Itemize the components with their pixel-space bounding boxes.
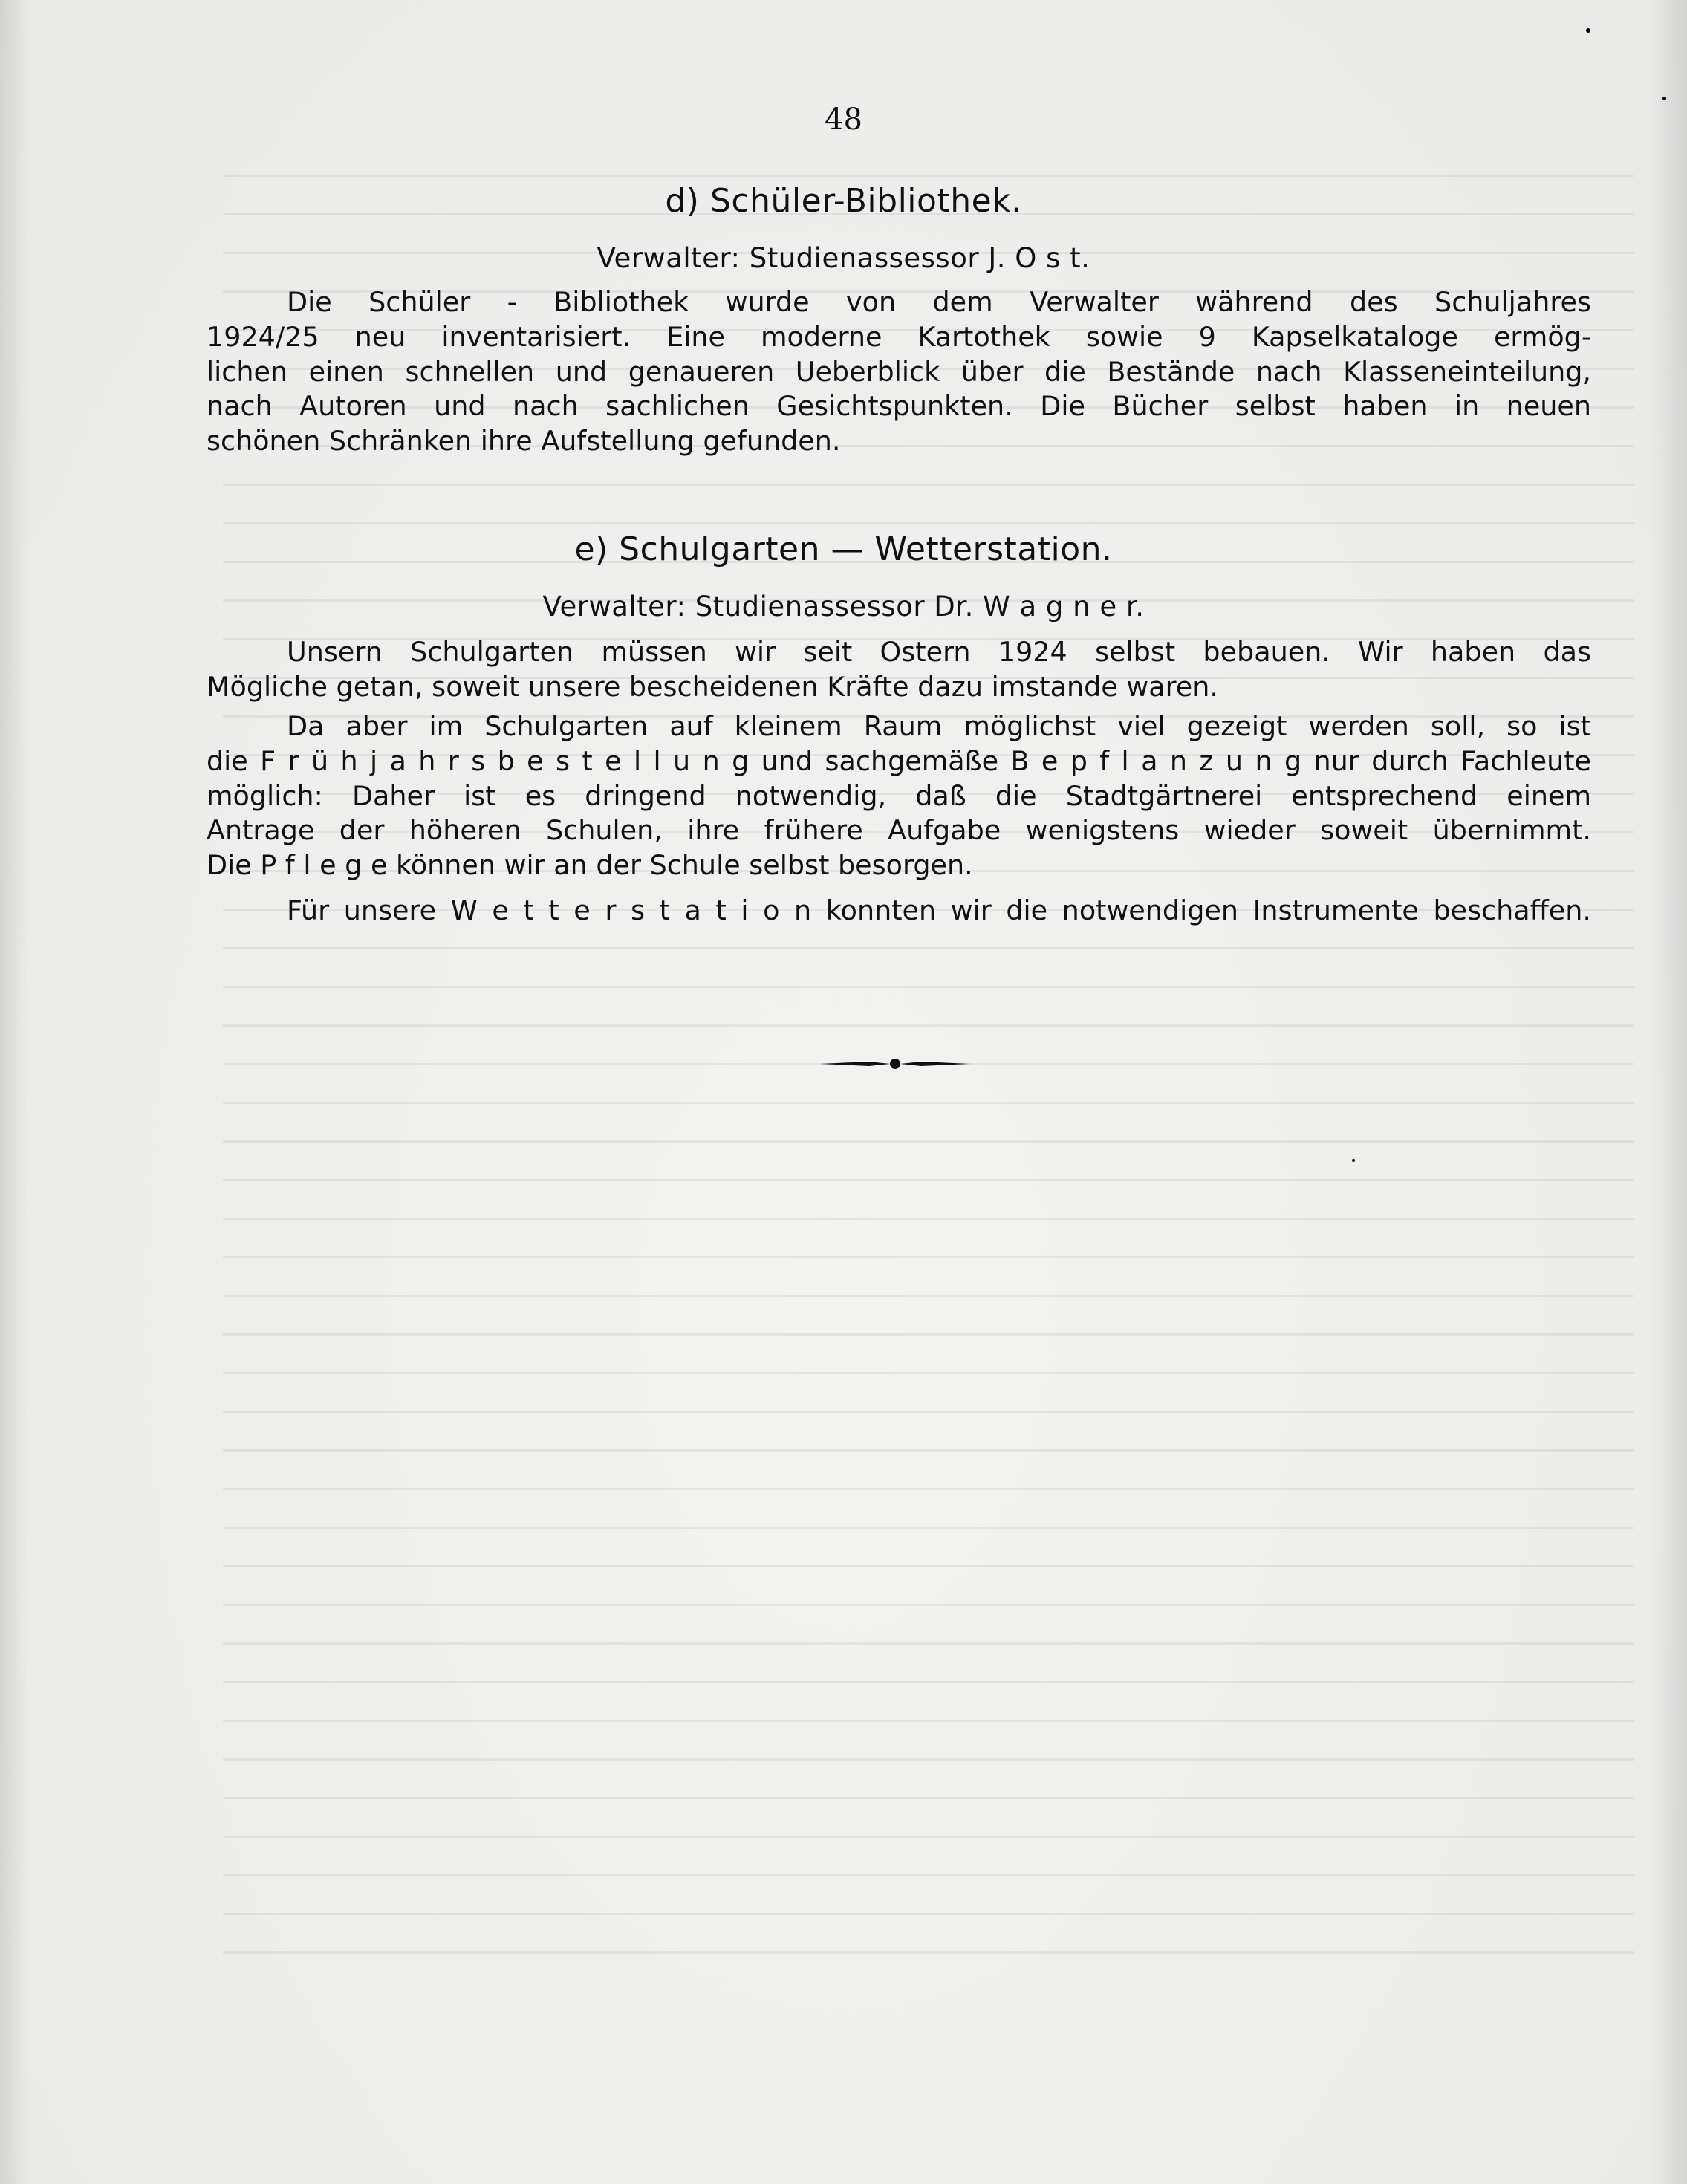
paragraph-line: Für unsere W e t t e r s t a t i o n konnten wir die notwendigen Instrumente beschaffen. [287,894,1591,926]
section-e-administrator: Verwalter: Studienassessor Dr. W a g n e r. [542,591,1145,623]
section-e-paragraph-2 [207,709,1591,883]
paragraph-line: die F r ü h j a h r s b e s t e l l u n g und sachgemäße B e p f l a n z u n g nur durch Fachleute [207,744,1591,777]
paragraph-line: 1924/25 neu inventarisiert. Eine moderne Kartothek sowie 9 Kapselkataloge ermög- [207,320,1591,353]
section-d-paragraph [207,285,1591,459]
paragraph-line: lichen einen schnellen und genaueren Ueberblick über die Bestände nach Klasseneinteilung, [207,355,1591,388]
paragraph-line: nach Autoren und nach sachlichen Gesichtspunkten. Die Bücher selbst haben in neuen [207,390,1591,423]
page-number: 48 [825,103,862,137]
section-e-paragraph-3 [207,894,1591,929]
paragraph-line: Da aber im Schulgarten auf kleinem Raum möglichst viel gezeigt werden soll, so ist [287,710,1591,742]
section-end-ornament-icon [817,1053,973,1074]
paragraph-line: Die Schüler - Bibliothek wurde von dem Verwalter während des Schuljahres [287,286,1591,318]
section-e-paragraph-1 [207,635,1591,705]
paragraph-line: Antrage der höheren Schulen, ihre frühere Aufgabe wenigstens wieder soweit übernimmt. [207,814,1591,847]
paragraph-line: Mögliche getan, soweit unsere bescheidenen Kräfte dazu imstande waren. [207,670,1218,703]
paragraph-line: möglich: Daher ist es dringend notwendig, daß die Stadtgärtnerei entsprechend einem [207,779,1591,812]
scan-speck [1662,97,1666,100]
scan-speck [1352,1159,1355,1162]
paragraph-line: Unsern Schulgarten müssen wir seit Ostern 1924 selbst bebauen. Wir haben das [287,636,1591,668]
section-d-administrator: Verwalter: Studienassessor J. O s t. [597,242,1090,274]
section-e-heading: e) Schulgarten — Wetterstation. [574,530,1113,568]
section-d-heading: d) Schüler-Bibliothek. [665,182,1022,220]
paragraph-line: schönen Schränken ihre Aufstellung gefunden. [207,425,841,458]
paragraph-line: Die P f l e g e können wir an der Schule selbst besorgen. [207,849,973,882]
scan-speck [1586,28,1590,33]
